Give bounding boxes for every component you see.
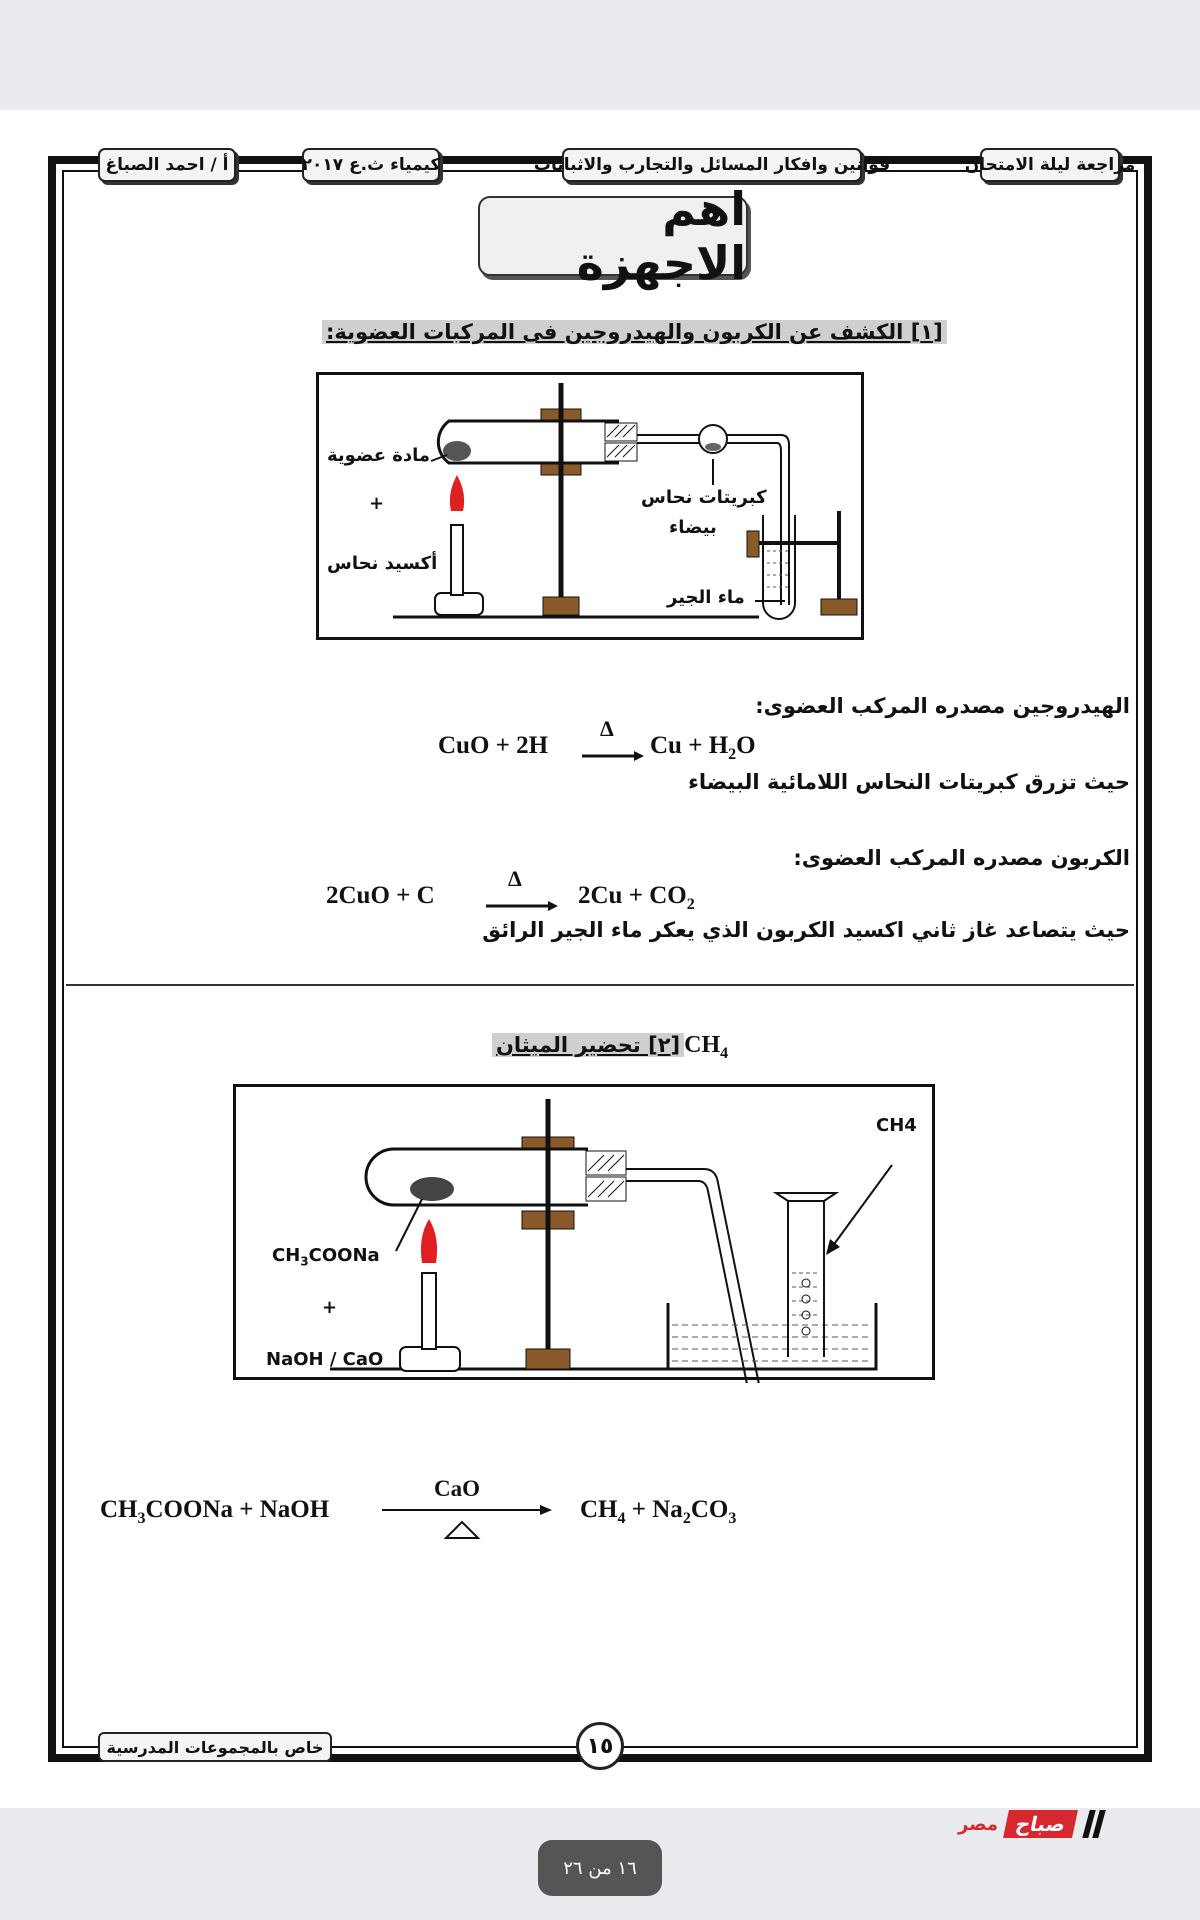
label-reactant2: NaOH / CaO <box>266 1349 384 1370</box>
label-limewater: ماء الجير <box>667 587 745 608</box>
logo-sub-text: مصر <box>958 1813 999 1835</box>
bubble-1 <box>802 1279 810 1287</box>
side-base <box>821 599 857 615</box>
burner-tube <box>451 525 463 595</box>
bubble-2 <box>802 1295 810 1303</box>
section1-title: [١] الكشف عن الكربون والهيدروجين فى المركبات العضوية: <box>322 320 947 344</box>
hydrogen-equation: CuO + 2H <box>438 732 549 759</box>
heat-triangle-icon <box>446 1522 478 1538</box>
label-cuo: أكسيد نحاس <box>327 553 438 574</box>
page-indicator[interactable]: ١٦ من ٢٦ <box>538 1840 662 1896</box>
delivery2-a <box>626 1169 762 1383</box>
header-topic: قوانين وافكار المسائل والتجارب والاثباتات <box>562 148 862 182</box>
label-reactant1: $CH_3COONa$ <box>272 1245 380 1269</box>
carbon-heading: الكربون مصدره المركب العضوى: <box>793 846 1130 870</box>
logo-main-text: صباح <box>1003 1810 1078 1838</box>
side-clamp <box>747 531 759 557</box>
section2-title: $CH_4[٢]$ تحضير الميثان <box>492 1032 728 1063</box>
water-trough <box>668 1303 876 1369</box>
methane-arrow <box>380 1500 554 1546</box>
cuso4-powder <box>705 443 721 451</box>
pointer-reactant <box>396 1199 422 1251</box>
stand2-base <box>526 1349 570 1369</box>
burner2-tube <box>422 1273 436 1349</box>
burner-flame <box>450 475 464 511</box>
document-page <box>0 110 1200 1808</box>
carbon-equation: 2CuO + C <box>326 882 435 909</box>
delivery-tube-d <box>727 443 781 605</box>
footer-note: خاص بالمجموعات المدرسية <box>98 1732 332 1762</box>
logo-bars-icon <box>1082 1810 1102 1838</box>
label-plus-1: + <box>369 493 385 514</box>
label-cuso4-line1: كبريتات نحاس <box>641 487 767 508</box>
hydrogen-eq-condition: Δ <box>600 716 614 741</box>
apparatus1-drawing <box>319 375 867 643</box>
label-cuso4-line2: بيضاء <box>669 517 717 538</box>
section-divider <box>66 984 1134 986</box>
header-subject: كيمياء ث.ع ٢٠١٧ <box>302 148 440 182</box>
burner-base <box>435 593 483 615</box>
carbon-hydrogen-apparatus <box>316 372 864 640</box>
header-author: أ / احمد الصباغ <box>98 148 236 182</box>
apparatus2-drawing <box>236 1087 938 1383</box>
label-ch4: CH4 <box>876 1115 917 1136</box>
heating-tube-2 <box>366 1149 588 1205</box>
stopper-top <box>605 423 637 441</box>
header-series: مراجعة ليلة الامتحان <box>980 148 1120 182</box>
label-plus-2: + <box>322 1297 338 1318</box>
delivery-tube-c <box>727 435 789 605</box>
viewer-top-bar <box>0 0 1200 110</box>
gas-jar-rim <box>776 1193 836 1201</box>
bubble-4 <box>802 1327 810 1335</box>
hydrogen-note: حيث تزرق كبريتات النحاس اللامائية البيضاء <box>688 770 1130 794</box>
hydrogen-heading: الهيدروجين مصدره المركب العضوى: <box>755 694 1130 718</box>
stopper-bottom <box>605 443 637 461</box>
stand-base <box>543 597 579 615</box>
methane-equation-reactants: $CH_3COONa$ + NaOH <box>100 1496 330 1527</box>
page-title: اهم الاجهزة <box>478 196 748 276</box>
page-number: ١٥ <box>576 1722 624 1770</box>
organic-sample <box>443 441 471 461</box>
carbon-eq-condition: Δ <box>508 866 522 891</box>
sabah-masr-logo <box>958 1806 1102 1842</box>
burner2-flame <box>421 1219 437 1263</box>
delivery2-b <box>626 1181 750 1383</box>
pointer-ch4 <box>832 1165 892 1247</box>
carbon-note: حيث يتصاعد غاز ثاني اكسيد الكربون الذي يعكر ماء الجير الرائق <box>482 918 1130 942</box>
methane-equation-products: $CH_4 + Na_2CO_3$ <box>580 1496 737 1527</box>
methane-apparatus <box>233 1084 935 1380</box>
carbon-eq-products: $2Cu + CO_2$ <box>578 882 695 913</box>
burner2-base <box>400 1347 460 1371</box>
limewater-tube <box>763 515 795 619</box>
methane-eq-catalyst: CaO <box>434 1476 480 1501</box>
label-organic: مادة عضوية <box>327 445 431 466</box>
reactant-mix <box>410 1177 454 1201</box>
pointer-ch4-head <box>826 1239 840 1255</box>
hydrogen-eq-products: $Cu + H_2O$ <box>650 732 756 763</box>
